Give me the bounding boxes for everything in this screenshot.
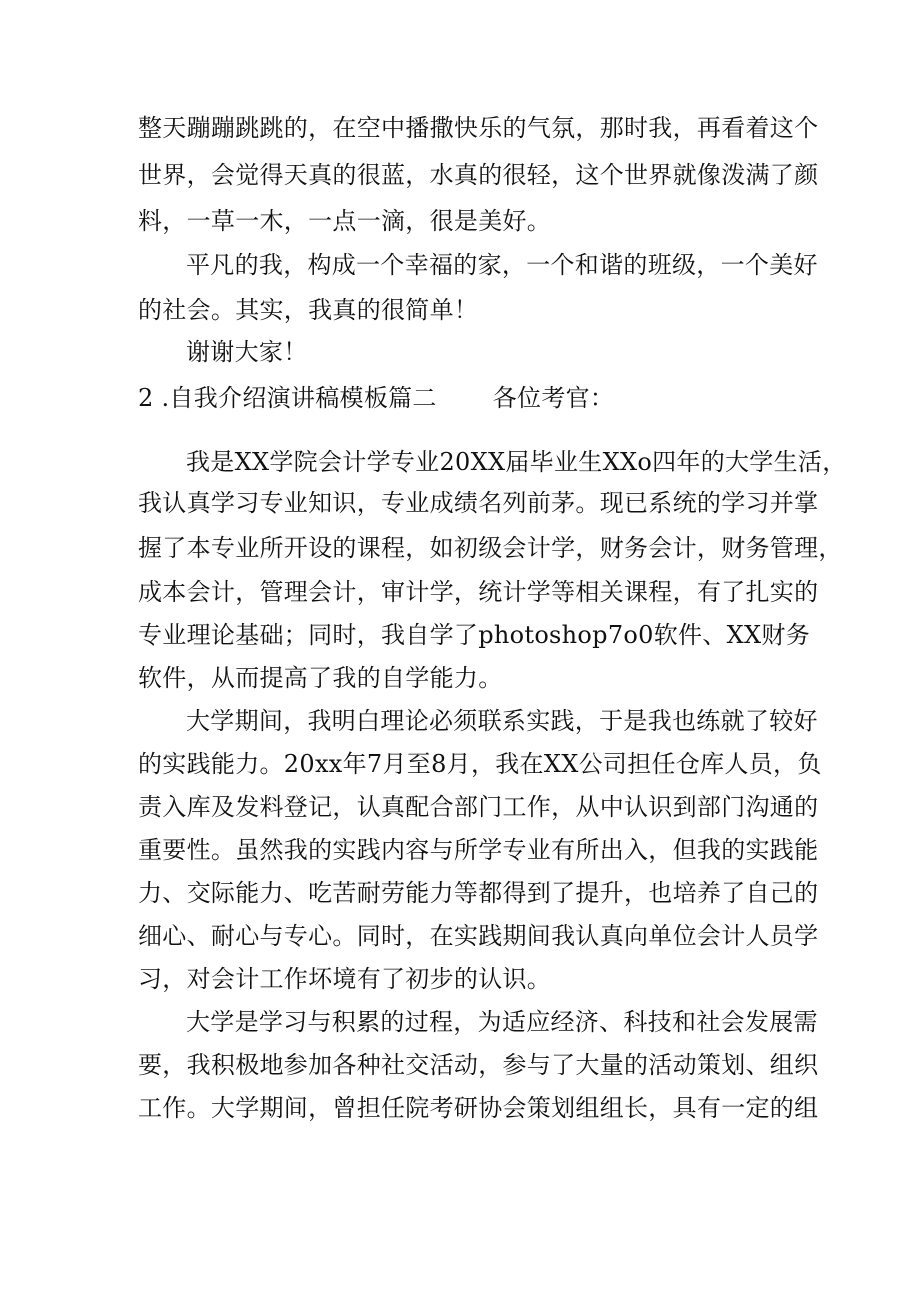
text-line: 的实践能力。20xx年7月至8月，我在XX公司担任仓库人员，负 bbox=[138, 750, 822, 778]
text-line: 专业理论基础；同时，我自学了photoshop7o0软件、XX财务 bbox=[138, 621, 811, 649]
text-line: 工作。大学期间，曾担任院考研协会策划组组长，具有一定的组 bbox=[138, 1094, 819, 1122]
text-line: 习，对会计工作坏境有了初步的认识。 bbox=[138, 965, 552, 993]
text-line: 软件，从而提高了我的自学能力。 bbox=[138, 664, 503, 692]
text-line: 大学是学习与积累的过程，为适应经济、科技和社会发展需 bbox=[186, 1008, 818, 1036]
text-line: 重要性。虽然我的实践内容与所学专业有所出入，但我的实践能 bbox=[138, 836, 819, 864]
text-line: 我是XX学院会计学专业20XX届毕业生XXo四年的大学生活， bbox=[186, 448, 847, 476]
text-line: 成本会计，管理会计，审计学，统计学等相关课程，有了扎实的 bbox=[138, 578, 819, 606]
text-line: 责入库及发料登记，认真配合部门工作，从中认识到部门沟通的 bbox=[138, 793, 819, 821]
text-line: 的社会。其实，我真的很简单！ bbox=[138, 296, 479, 324]
salutation: 各位考官： bbox=[492, 384, 615, 412]
text-line: 握了本专业所开设的课程，如初级会计学，财务会计，财务管理， bbox=[138, 534, 843, 562]
text-line: 世界，会觉得天真的很蓝，水真的很轻，这个世界就像泼满了颜 bbox=[138, 161, 819, 189]
text-line: 平凡的我，构成一个幸福的家，一个和谐的班级，一个美好 bbox=[186, 251, 818, 279]
section-heading-line bbox=[138, 383, 798, 413]
text-line: 整天蹦蹦跳跳的，在空中播撒快乐的气氛，那时我，再看着这个 bbox=[138, 114, 819, 142]
text-line: 力、交际能力、吃苦耐劳能力等都得到了提升，也培养了自己的 bbox=[138, 879, 819, 907]
text-line: 细心、耐心与专心。同时，在实践期间我认真向单位会计人员学 bbox=[138, 922, 819, 950]
text-line: 大学期间，我明白理论必须联系实践，于是我也练就了较好 bbox=[186, 707, 818, 735]
text-line: 我认真学习专业知识，专业成绩名列前茅。现已系统的学习并掌 bbox=[138, 489, 819, 517]
text-line: 料，一草一木，一点一滴，很是美好。 bbox=[138, 207, 552, 235]
text-line: 要，我积极地参加各种社交活动，参与了大量的活动策划、组织 bbox=[138, 1051, 819, 1079]
section-heading: 2 .自我介绍演讲稿模板篇二 bbox=[138, 384, 437, 412]
closing-thanks: 谢谢大家！ bbox=[186, 338, 308, 366]
